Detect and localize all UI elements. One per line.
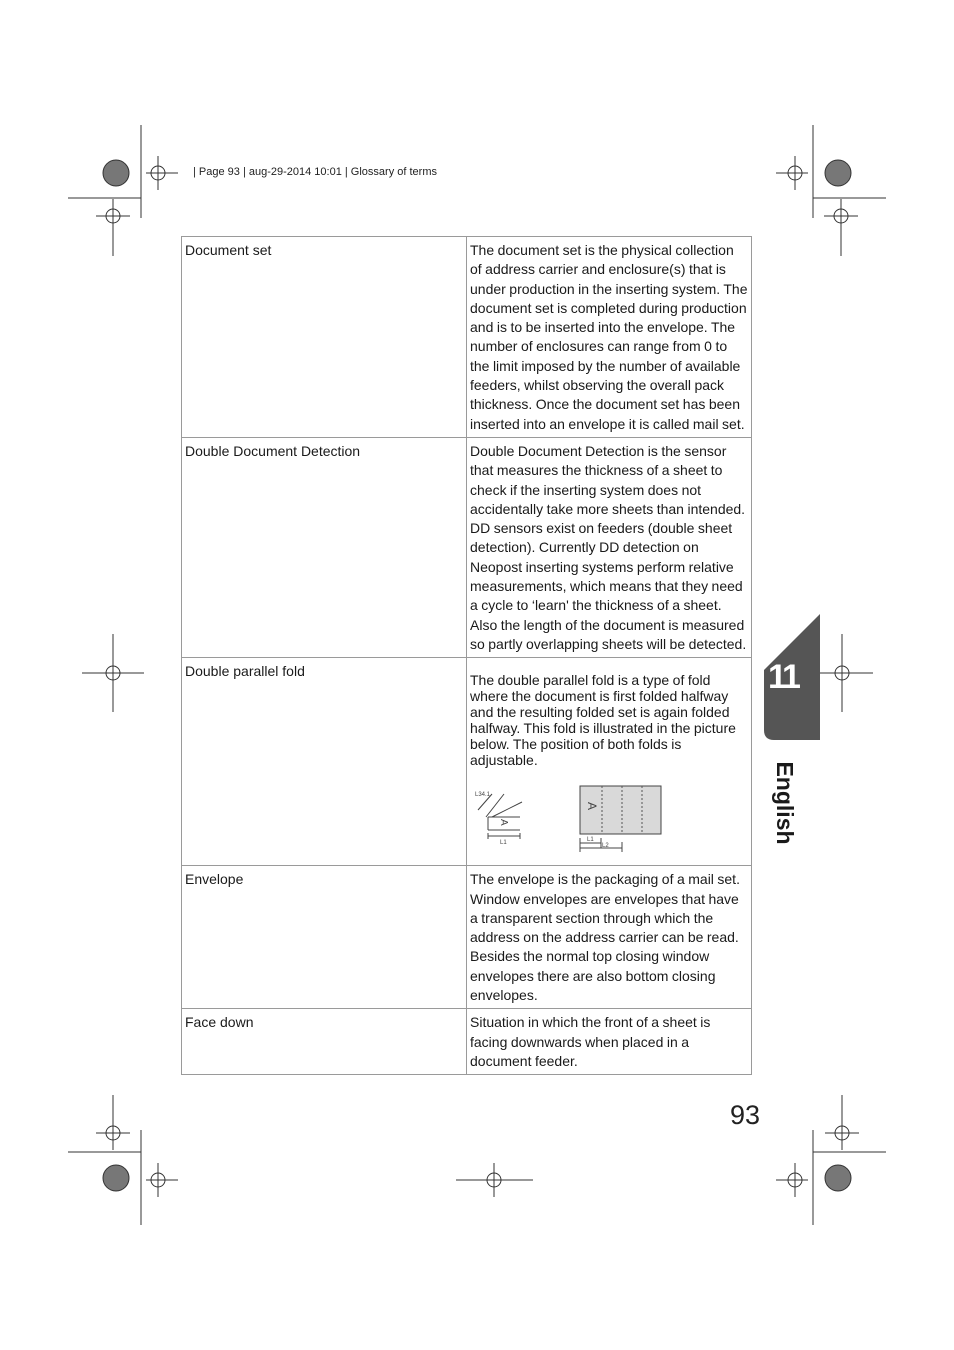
- glossary-definition: [467, 658, 752, 866]
- glossary-definition: [467, 437, 752, 657]
- registration-dot-icon: [825, 1165, 851, 1191]
- table-row: [182, 1009, 752, 1075]
- glossary-table: [181, 236, 752, 1075]
- table-row: [182, 658, 752, 866]
- registration-dot-icon: [103, 1165, 129, 1191]
- length-label: L2: [602, 843, 609, 850]
- definition-text: The double parallel fold is a type of fold where the document is first folded halfway and the resulting folded set is again folded halfway. This fold is illustrated in the picture below. The position of both folds is adjustable.: [470, 672, 736, 769]
- length-label: L1: [500, 840, 507, 847]
- language-label: English: [772, 761, 798, 845]
- chapter-number: 11: [768, 658, 798, 696]
- definition-text: The document set is the physical collection of address carrier and enclosure(s) that is under production in the inserting system. The document set is completed during production and is to be inserted into the envelope. The number of enclosures can range from 0 to the limit imposed by the number of available feeders, whilst observing the overall pack thickness. Once the document set has been inserted into an envelope it is called mail set.: [470, 242, 748, 432]
- table-row: [182, 866, 752, 1009]
- definition-text: The envelope is the packaging of a mail set. Window envelopes are envelopes that have a transparent section through which the address on the address carrier can be read. Besides the normal top closing window envelopes there are also bottom closing envelopes.: [470, 871, 740, 1004]
- registration-dot-icon: [825, 160, 851, 186]
- glossary-term: Face down: [182, 1009, 467, 1075]
- glossary-term: Document set: [182, 237, 467, 438]
- running-header: | Page 93 | aug-29-2014 10:01 | Glossary of terms: [193, 166, 437, 178]
- page-number: 93: [730, 1100, 761, 1130]
- length-label: L1: [587, 837, 594, 844]
- definition-text: Double Document Detection is the sensor that measures the thickness of a sheet to check if the inserting system does not accidentally take more sheets than intended. DD sensors exist on feeders (double sheet detection). Currently DD detection on Neopost inserting systems perform relative measurements, which means that they need a cycle to ‘learn' the thickness of a sheet. Also the length of the document is measured so partly overlapping sheets will be detected.: [470, 442, 747, 652]
- letter-a-label: A: [498, 819, 509, 826]
- glossary-term: Envelope: [182, 866, 467, 1009]
- table-row: [182, 437, 752, 657]
- double-parallel-fold-figure: [470, 782, 748, 862]
- definition-text: Situation in which the front of a sheet is facing downwards when placed in a document feeder.: [470, 1014, 711, 1069]
- fold-illustration: [470, 782, 670, 862]
- glossary-term: Double Document Detection: [182, 437, 467, 657]
- glossary-definition: [467, 866, 752, 1009]
- glossary-definition: [467, 1009, 752, 1075]
- registration-dot-icon: [103, 160, 129, 186]
- glossary-term: Double parallel fold: [182, 658, 467, 866]
- letter-a-label: A: [585, 802, 599, 811]
- table-row: [182, 237, 752, 438]
- glossary-definition: [467, 237, 752, 438]
- fold-label: L34.1: [475, 792, 491, 799]
